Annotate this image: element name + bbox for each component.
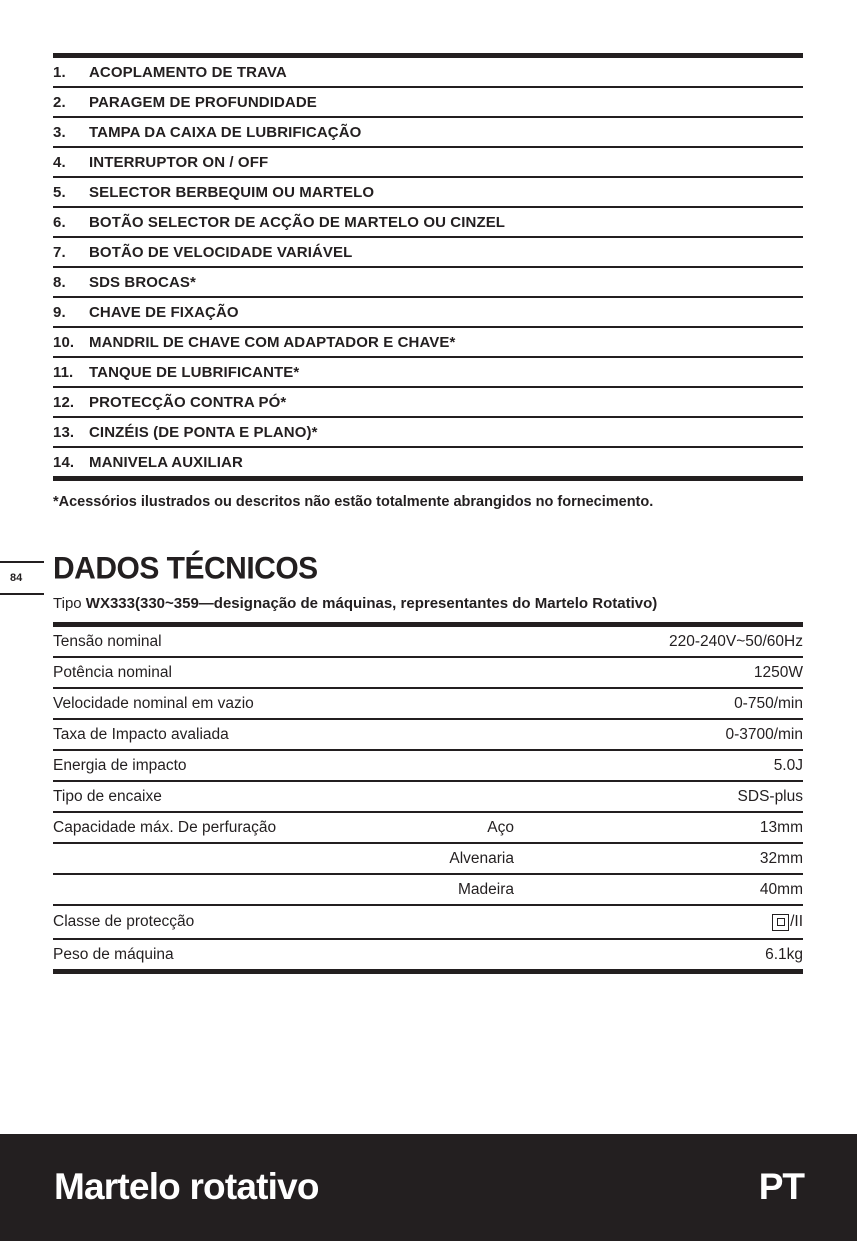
part-row [53, 178, 803, 208]
spec-value: SDS-plus [737, 787, 803, 805]
part-label: PARAGEM DE PROFUNDIDADE [89, 93, 317, 111]
part-row [53, 148, 803, 178]
part-row [53, 238, 803, 268]
part-number: 5. [53, 183, 66, 201]
spec-row [53, 940, 803, 969]
spec-row [53, 658, 803, 689]
part-row [53, 208, 803, 238]
spec-value: 6.1kg [765, 945, 803, 963]
spec-row [53, 751, 803, 782]
part-row [53, 118, 803, 148]
spec-row [53, 875, 803, 906]
part-number: 1. [53, 63, 66, 81]
spec-value [772, 913, 803, 931]
part-label: ACOPLAMENTO DE TRAVA [89, 63, 287, 81]
part-number: 11. [53, 363, 74, 381]
part-number: 7. [53, 243, 66, 261]
spec-value: 5.0J [773, 756, 803, 774]
spec-value: 220-240V~50/60Hz [668, 632, 803, 650]
part-row [53, 358, 803, 388]
part-label: INTERRUPTOR ON / OFF [89, 153, 269, 171]
part-label: PROTECÇÃO CONTRA PÓ* [89, 393, 287, 411]
part-label: BOTÃO SELECTOR DE ACÇÃO DE MARTELO OU CINZEL [89, 213, 506, 231]
footer-bar [0, 1134, 857, 1241]
part-label: SELECTOR BERBEQUIM OU MARTELO [89, 183, 375, 201]
part-number: 9. [53, 303, 66, 321]
spec-sublabel: Alvenaria [449, 849, 514, 867]
part-number: 13. [53, 423, 75, 441]
part-number: 2. [53, 93, 66, 111]
part-row [53, 448, 803, 481]
spec-value: 0-3700/min [725, 725, 803, 743]
page-number: 84 [0, 561, 44, 595]
model-type-prefix: Tipo [53, 595, 82, 612]
language-code: PT [758, 1166, 804, 1207]
part-row [53, 418, 803, 448]
spec-row [53, 844, 803, 875]
part-row [53, 268, 803, 298]
spec-row [53, 689, 803, 720]
protection-class-text: /II [790, 913, 803, 930]
part-label: MANIVELA AUXILIAR [89, 453, 243, 471]
part-label: BOTÃO DE VELOCIDADE VARIÁVEL [89, 243, 353, 261]
spec-value: 40mm [759, 880, 803, 898]
spec-label: Potência nominal [53, 663, 172, 681]
part-number: 4. [53, 153, 66, 171]
spec-label: Energia de impacto [53, 756, 187, 774]
part-number: 8. [53, 273, 66, 291]
accessories-footnote: *Acessórios ilustrados ou descritos não estão totalmente abrangidos no fornecimento. [53, 494, 654, 510]
product-title: Martelo rotativo [54, 1166, 319, 1207]
spec-label: Peso de máquina [53, 945, 174, 963]
spec-label: Tensão nominal [53, 632, 162, 650]
spec-table [53, 622, 803, 974]
part-label: CHAVE DE FIXAÇÃO [89, 303, 239, 321]
spec-row [53, 720, 803, 751]
part-row [53, 328, 803, 358]
spec-row [53, 627, 803, 658]
spec-label: Capacidade máx. De perfuração [53, 818, 277, 836]
spec-row [53, 906, 803, 940]
spec-sublabel: Madeira [458, 880, 514, 898]
part-number: 14. [53, 453, 75, 471]
spec-label: Classe de protecção [53, 913, 195, 930]
spec-value: 13mm [759, 818, 803, 836]
spec-row [53, 813, 803, 844]
spec-value: 32mm [759, 849, 803, 867]
spec-value: 0-750/min [734, 694, 803, 712]
spec-row [53, 782, 803, 813]
spec-label: Velocidade nominal em vazio [53, 694, 254, 712]
part-label: TANQUE DE LUBRIFICANTE* [89, 363, 300, 381]
section-title: DADOS TÉCNICOS [53, 551, 318, 586]
part-number: 6. [53, 213, 66, 231]
part-number: 12. [53, 393, 75, 411]
double-insulation-icon [772, 914, 789, 931]
part-row [53, 88, 803, 118]
part-number: 3. [53, 123, 66, 141]
part-label: TAMPA DA CAIXA DE LUBRIFICAÇÃO [89, 123, 362, 141]
parts-list [53, 53, 803, 481]
part-label: CINZÉIS (DE PONTA E PLANO)* [89, 423, 318, 441]
spec-value: 1250W [753, 663, 803, 681]
part-label: MANDRIL DE CHAVE COM ADAPTADOR E CHAVE* [89, 333, 456, 351]
model-type-value: WX333(330~359—designação de máquinas, representantes do Martelo Rotativo) [85, 595, 658, 612]
part-label: SDS BROCAS* [89, 273, 196, 291]
spec-label: Taxa de Impacto avaliada [53, 725, 229, 743]
spec-sublabel: Aço [487, 818, 514, 836]
part-row [53, 388, 803, 418]
part-row [53, 298, 803, 328]
part-number: 10. [53, 333, 75, 351]
part-row [53, 58, 803, 88]
spec-label: Tipo de encaixe [53, 787, 162, 805]
model-type-line [53, 595, 657, 612]
